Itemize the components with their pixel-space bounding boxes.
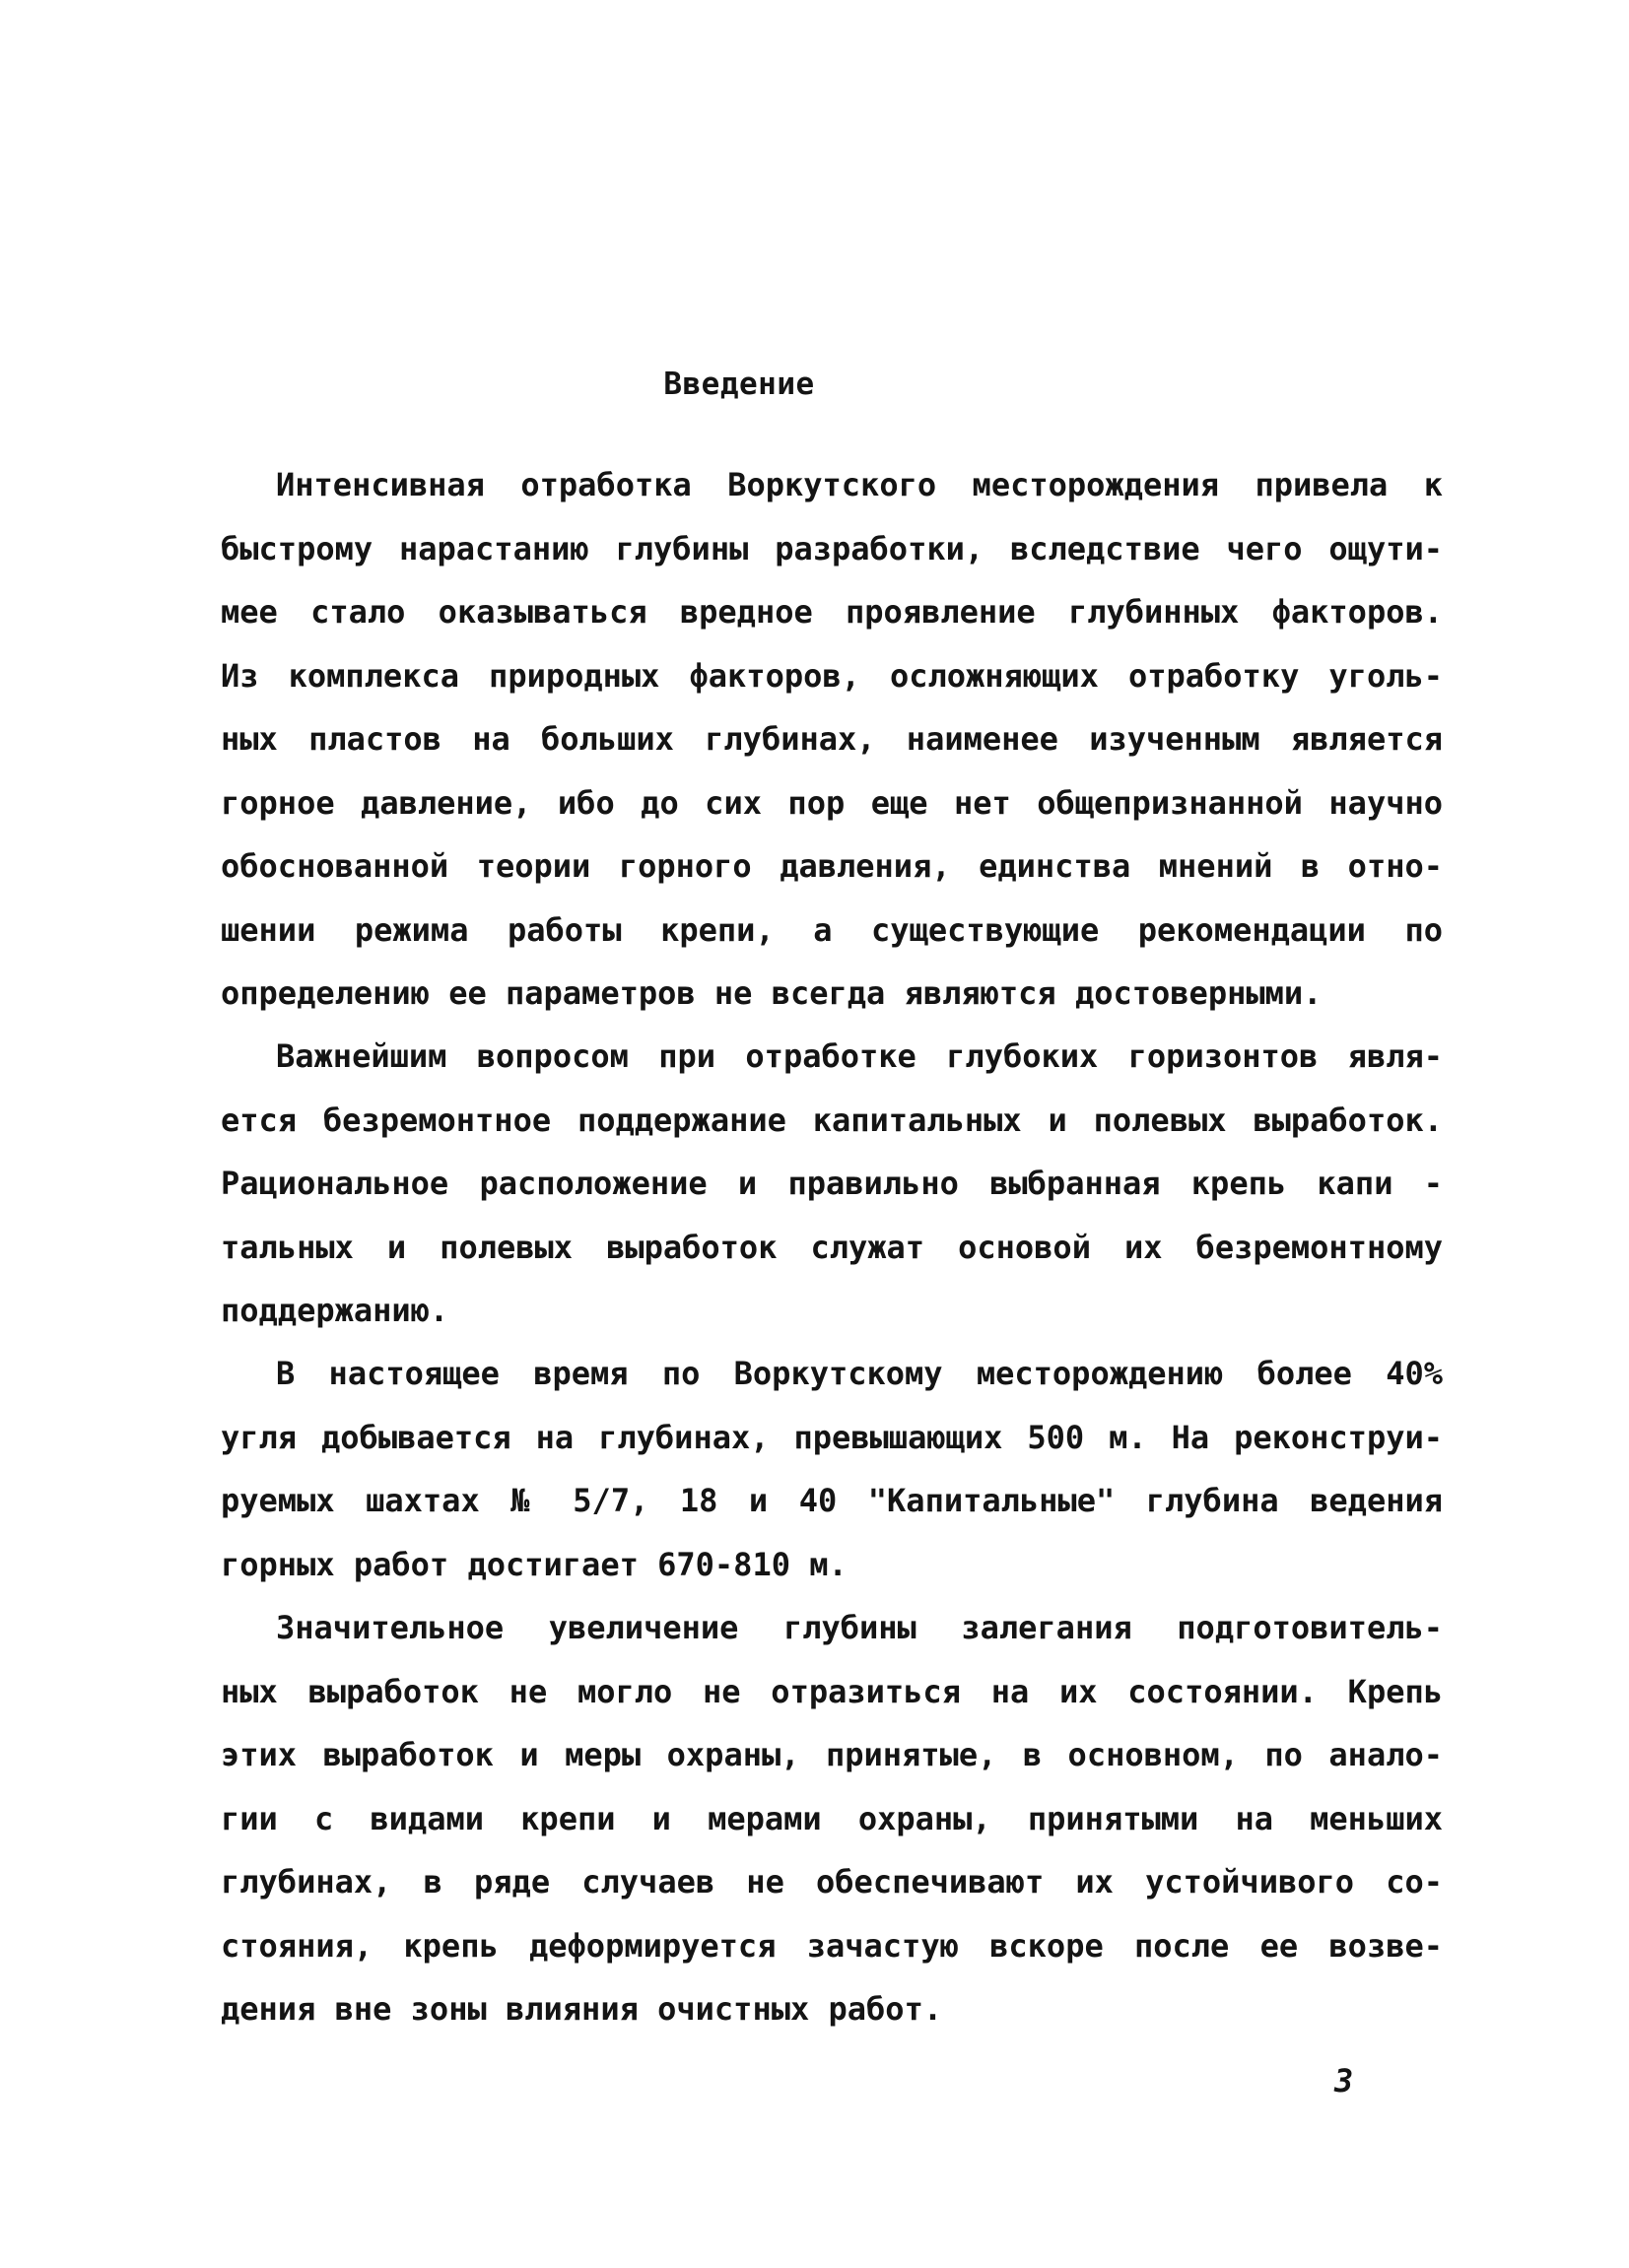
paragraph-line: ется безремонтное поддержание капитальных и полевых выработок. xyxy=(221,1101,1443,1139)
paragraph-line: ных пластов на больших глубинах, наименее изученным является xyxy=(221,720,1443,758)
paragraph-line: шении режима работы крепи, а существующие рекомендации по xyxy=(221,910,1443,949)
section-heading: Введение xyxy=(663,367,815,402)
paragraph-2 xyxy=(221,1025,1443,1343)
paragraph-line: руемых шахтах № 5/7, 18 и 40 "Капитальные" глубина ведения xyxy=(221,1482,1443,1519)
paragraph-line: стояния, крепь деформируется зачастую вскоре после ее возве- xyxy=(221,1926,1443,1965)
paragraph-line: глубинах, в ряде случаев не обеспечивают их устойчивого со- xyxy=(221,1863,1443,1901)
paragraph-line: тальных и полевых выработок служат основой их безремонтному xyxy=(221,1228,1443,1266)
paragraph-1 xyxy=(221,453,1443,1026)
paragraph-line: поддержанию. xyxy=(221,1292,449,1329)
paragraph-line: угля добывается на глубинах, превышающих 500 м. На реконструи- xyxy=(221,1418,1443,1456)
paragraph-line: В настоящее время по Воркутскому месторождению более 40% xyxy=(276,1355,1443,1392)
paragraph-line: Важнейшим вопросом при отработке глубоких горизонтов явля- xyxy=(276,1037,1443,1075)
paragraph-line: горное давление, ибо до сих пор еще нет общепризнанной научно xyxy=(221,783,1443,822)
paragraph-line: Интенсивная отработка Воркутского месторождения привела к xyxy=(276,466,1443,503)
paragraph-line: горных работ достигает 670-810 м. xyxy=(221,1545,848,1583)
paragraph-line: этих выработок и меры охраны, принятые, в основном, по анало- xyxy=(221,1736,1443,1773)
paragraph-line: дения вне зоны влияния очистных работ. xyxy=(221,1990,943,2028)
paragraph-line: гии с видами крепи и мерами охраны, принятыми на меньших xyxy=(221,1799,1443,1837)
paragraph-line: Рациональное расположение и правильно выбранная крепь капи - xyxy=(221,1165,1443,1202)
paragraph-line: мее стало оказываться вредное проявление глубинных факторов. xyxy=(221,593,1443,631)
paragraph-line: ных выработок не могло не отразиться на их состоянии. Крепь xyxy=(221,1672,1443,1710)
paragraph-4 xyxy=(221,1596,1443,2041)
paragraph-line: Из комплекса природных факторов, осложняющих отработку уголь- xyxy=(221,656,1443,695)
paragraph-3 xyxy=(221,1342,1443,1596)
paragraph-line: быстрому нарастанию глубины разработки, вследствие чего ощути- xyxy=(221,529,1443,567)
paragraph-line: определению ее параметров не всегда являются достоверными. xyxy=(221,974,1323,1012)
page-number: 3 xyxy=(1334,2062,1354,2100)
paragraph-line: Значительное увеличение глубины залегания подготовитель- xyxy=(276,1609,1443,1646)
paragraph-line: обоснованной теории горного давления, единства мнений в отно- xyxy=(221,847,1443,885)
